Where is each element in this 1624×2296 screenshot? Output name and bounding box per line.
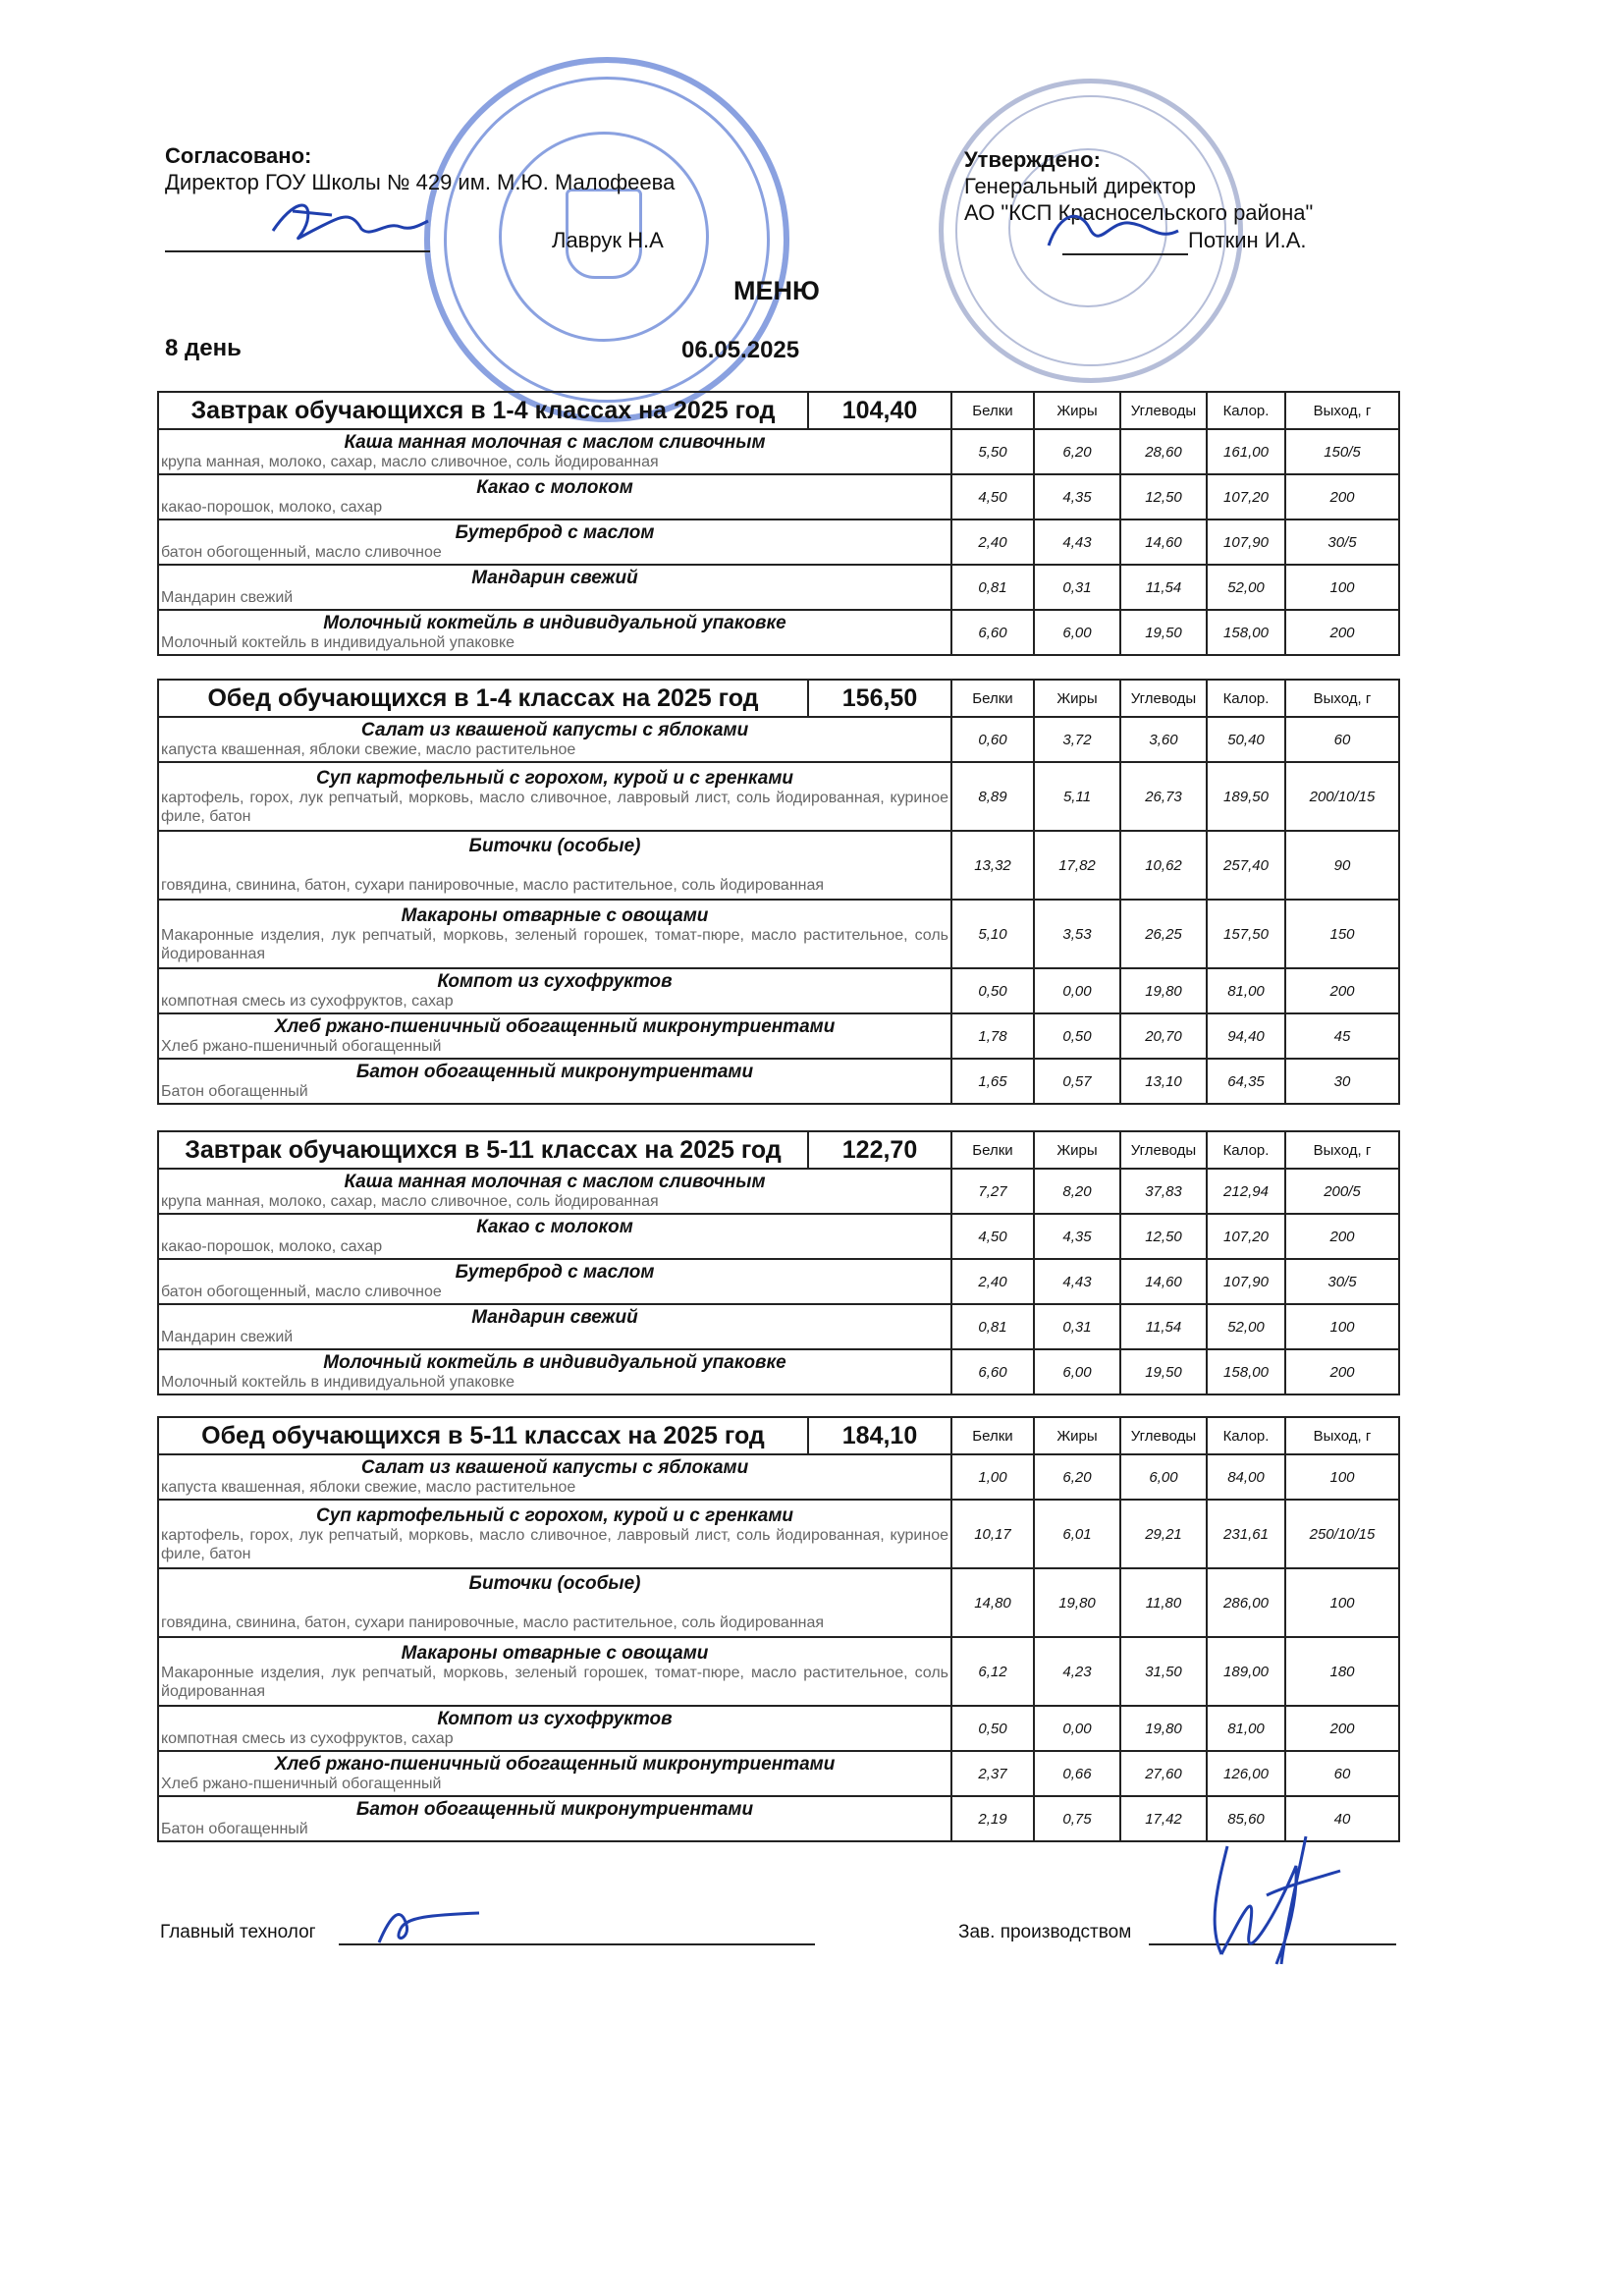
- approval-left-title: Согласовано:: [165, 143, 312, 168]
- cell-proteins: 6,60: [951, 1349, 1034, 1394]
- approval-right-title: Утверждено:: [964, 147, 1101, 172]
- table-row: [158, 1013, 1399, 1059]
- approval-left-position: Директор ГОУ Школы № 429 им. М.Ю. Малофеева: [165, 170, 676, 194]
- menu-date: 06.05.2025: [681, 337, 800, 363]
- cell-proteins: 2,37: [951, 1751, 1034, 1796]
- table-row: [158, 1454, 1399, 1500]
- cell-calories: 85,60: [1207, 1796, 1285, 1841]
- dish-name: Каша манная молочная с маслом сливочным: [344, 432, 766, 453]
- dish-ingredients: Мандарин свежий: [161, 1329, 294, 1345]
- section-title: Обед обучающихся в 1-4 классах на 2025 год: [158, 680, 808, 717]
- dish-name: Батон обогащенный микронутриентами: [355, 1062, 754, 1082]
- dish-name: Какао с молоком: [476, 477, 633, 498]
- cell-fats: 0,00: [1034, 968, 1120, 1013]
- dish-name: Молочный коктейль в индивидуальной упаковке: [323, 613, 786, 633]
- cell-portion: 45: [1285, 1013, 1399, 1059]
- cell-portion: 60: [1285, 717, 1399, 762]
- cell-proteins: 10,17: [951, 1500, 1034, 1568]
- chief-technologist-signature: [371, 1895, 489, 1950]
- table-row: [158, 1706, 1399, 1751]
- cell-carbs: 28,60: [1120, 429, 1207, 474]
- cell-proteins: 14,80: [951, 1568, 1034, 1637]
- cell-carbs: 12,50: [1120, 1214, 1207, 1259]
- section-table: [157, 1130, 1400, 1395]
- dish-ingredients: Хлеб ржано-пшеничный обогащенный: [161, 1776, 442, 1792]
- dish-name: Суп картофельный с горохом, курой и с гренками: [315, 1504, 794, 1526]
- dish-ingredients: Макаронные изделия, лук репчатый, морковь, зеленый горошек, томат-пюре, масло растительное, соль йодированная: [161, 1664, 948, 1700]
- cell-calories: 52,00: [1207, 565, 1285, 610]
- cell-fats: 0,57: [1034, 1059, 1120, 1104]
- table-row: [158, 1349, 1399, 1394]
- cell-calories: 52,00: [1207, 1304, 1285, 1349]
- cell-proteins: 2,40: [951, 1259, 1034, 1304]
- cell-fats: 4,35: [1034, 474, 1120, 519]
- cell-portion: 200/10/15: [1285, 762, 1399, 831]
- dish-ingredients: капуста квашенная, яблоки свежие, масло растительное: [161, 741, 576, 758]
- section-header-row: [158, 392, 1399, 429]
- production-head-label: Зав. производством: [958, 1922, 1132, 1942]
- table-row: [158, 1637, 1399, 1706]
- cell-proteins: 1,78: [951, 1013, 1034, 1059]
- cell-carbs: 12,50: [1120, 474, 1207, 519]
- col-header-carbs: Углеводы: [1120, 1131, 1207, 1169]
- menu-day: 8 день: [165, 335, 242, 361]
- dish-name: Бутерброд с маслом: [455, 1262, 655, 1283]
- cell-calories: 126,00: [1207, 1751, 1285, 1796]
- table-row: [158, 519, 1399, 565]
- section-price: 184,10: [808, 1417, 951, 1454]
- cell-carbs: 37,83: [1120, 1169, 1207, 1214]
- dish-name: Каша манная молочная с маслом сливочным: [344, 1172, 766, 1192]
- cell-calories: 189,50: [1207, 762, 1285, 831]
- cell-proteins: 1,00: [951, 1454, 1034, 1500]
- cell-calories: 81,00: [1207, 968, 1285, 1013]
- cell-proteins: 0,50: [951, 1706, 1034, 1751]
- dish-ingredients: картофель, горох, лук репчатый, морковь, масло сливочное, лавровый лист, соль йодированная, куриное филе, батон: [161, 1526, 948, 1562]
- dish-name: Какао с молоком: [476, 1217, 633, 1237]
- col-header-proteins: Белки: [951, 1417, 1034, 1454]
- dish-ingredients: батон обогощенный, масло сливочное: [161, 544, 442, 561]
- table-row: [158, 1500, 1399, 1568]
- col-header-portion: Выход, г: [1285, 1417, 1399, 1454]
- cell-portion: 200/5: [1285, 1169, 1399, 1214]
- cell-fats: 6,00: [1034, 1349, 1120, 1394]
- cell-carbs: 3,60: [1120, 717, 1207, 762]
- dish-name: Суп картофельный с горохом, курой и с гренками: [315, 767, 794, 789]
- cell-proteins: 0,50: [951, 968, 1034, 1013]
- cell-portion: 30/5: [1285, 1259, 1399, 1304]
- cell-carbs: 29,21: [1120, 1500, 1207, 1568]
- cell-proteins: 0,81: [951, 1304, 1034, 1349]
- dish-ingredients: крупа манная, молоко, сахар, масло сливочное, соль йодированная: [161, 454, 659, 470]
- col-header-calories: Калор.: [1207, 1417, 1285, 1454]
- dish-ingredients: картофель, горох, лук репчатый, морковь, масло сливочное, лавровый лист, соль йодированная, куриное филе, батон: [161, 789, 948, 825]
- dish-ingredients: говядина, свинина, батон, сухари панировочные, масло растительное, соль йодированная: [161, 877, 825, 894]
- cell-fats: 0,31: [1034, 565, 1120, 610]
- table-row: [158, 1169, 1399, 1214]
- cell-proteins: 6,12: [951, 1637, 1034, 1706]
- cell-calories: 64,35: [1207, 1059, 1285, 1104]
- section-table: [157, 679, 1400, 1105]
- dish-ingredients: Мандарин свежий: [161, 589, 294, 606]
- dish-name: Макароны отварные с овощами: [401, 904, 709, 926]
- cell-fats: 6,00: [1034, 610, 1120, 655]
- table-row: [158, 762, 1399, 831]
- table-row: [158, 1304, 1399, 1349]
- cell-carbs: 31,50: [1120, 1637, 1207, 1706]
- cell-proteins: 6,60: [951, 610, 1034, 655]
- dish-name: Мандарин свежий: [471, 1307, 638, 1328]
- dish-name: Макароны отварные с овощами: [401, 1642, 709, 1664]
- cell-carbs: 19,80: [1120, 1706, 1207, 1751]
- cell-fats: 4,43: [1034, 1259, 1120, 1304]
- col-header-fats: Жиры: [1034, 680, 1120, 717]
- approval-right-position: Генеральный директор: [964, 174, 1196, 198]
- cell-fats: 17,82: [1034, 831, 1120, 900]
- cell-fats: 0,31: [1034, 1304, 1120, 1349]
- dish-ingredients: компотная смесь из сухофруктов, сахар: [161, 993, 454, 1010]
- cell-fats: 0,50: [1034, 1013, 1120, 1059]
- cell-carbs: 11,54: [1120, 565, 1207, 610]
- col-header-calories: Калор.: [1207, 1131, 1285, 1169]
- cell-calories: 107,20: [1207, 1214, 1285, 1259]
- cell-calories: 189,00: [1207, 1637, 1285, 1706]
- cell-portion: 200: [1285, 610, 1399, 655]
- cell-portion: 200: [1285, 968, 1399, 1013]
- cell-fats: 0,75: [1034, 1796, 1120, 1841]
- cell-carbs: 11,80: [1120, 1568, 1207, 1637]
- cell-calories: 286,00: [1207, 1568, 1285, 1637]
- cell-fats: 4,35: [1034, 1214, 1120, 1259]
- cell-portion: 100: [1285, 1568, 1399, 1637]
- section-table: [157, 1416, 1400, 1842]
- cell-calories: 158,00: [1207, 610, 1285, 655]
- table-row: [158, 1059, 1399, 1104]
- col-header-carbs: Углеводы: [1120, 392, 1207, 429]
- dish-name: Хлеб ржано-пшеничный обогащенный микронутриентами: [274, 1754, 836, 1775]
- cell-fats: 6,20: [1034, 429, 1120, 474]
- cell-proteins: 4,50: [951, 474, 1034, 519]
- section-header-row: [158, 1417, 1399, 1454]
- section-table: [157, 391, 1400, 656]
- dish-ingredients: какао-порошок, молоко, сахар: [161, 1238, 383, 1255]
- cell-carbs: 10,62: [1120, 831, 1207, 900]
- dish-ingredients: Батон обогащенный: [161, 1821, 308, 1837]
- cell-proteins: 5,50: [951, 429, 1034, 474]
- col-header-carbs: Углеводы: [1120, 1417, 1207, 1454]
- chief-technologist-label: Главный технолог: [160, 1922, 316, 1942]
- cell-proteins: 13,32: [951, 831, 1034, 900]
- approval-right-name: Поткин И.А.: [1188, 228, 1307, 252]
- dish-ingredients: Батон обогащенный: [161, 1083, 308, 1100]
- cell-calories: 161,00: [1207, 429, 1285, 474]
- cell-portion: 100: [1285, 1304, 1399, 1349]
- table-row: [158, 900, 1399, 968]
- dish-name: Мандарин свежий: [471, 568, 638, 588]
- dish-name: Биточки (особые): [468, 836, 641, 856]
- cell-portion: 200: [1285, 1349, 1399, 1394]
- cell-proteins: 2,19: [951, 1796, 1034, 1841]
- cell-calories: 212,94: [1207, 1169, 1285, 1214]
- cell-calories: 157,50: [1207, 900, 1285, 968]
- cell-carbs: 14,60: [1120, 519, 1207, 565]
- cell-carbs: 13,10: [1120, 1059, 1207, 1104]
- cell-portion: 200: [1285, 1706, 1399, 1751]
- col-header-proteins: Белки: [951, 392, 1034, 429]
- section-price: 156,50: [808, 680, 951, 717]
- col-header-carbs: Углеводы: [1120, 680, 1207, 717]
- cell-carbs: 26,73: [1120, 762, 1207, 831]
- cell-carbs: 26,25: [1120, 900, 1207, 968]
- dish-name: Бутерброд с маслом: [455, 522, 655, 543]
- cell-proteins: 4,50: [951, 1214, 1034, 1259]
- dish-ingredients: крупа манная, молоко, сахар, масло сливочное, соль йодированная: [161, 1193, 659, 1210]
- cell-portion: 30: [1285, 1059, 1399, 1104]
- cell-portion: 100: [1285, 1454, 1399, 1500]
- col-header-portion: Выход, г: [1285, 680, 1399, 717]
- approval-left-name: Лаврук Н.А: [552, 228, 664, 252]
- cell-fats: 0,00: [1034, 1706, 1120, 1751]
- cell-proteins: 1,65: [951, 1059, 1034, 1104]
- cell-calories: 257,40: [1207, 831, 1285, 900]
- table-row: [158, 1751, 1399, 1796]
- dish-ingredients: какао-порошок, молоко, сахар: [161, 499, 383, 516]
- dish-name: Хлеб ржано-пшеничный обогащенный микронутриентами: [274, 1016, 836, 1037]
- table-row: [158, 1568, 1399, 1637]
- cell-portion: 150/5: [1285, 429, 1399, 474]
- cell-proteins: 5,10: [951, 900, 1034, 968]
- left-signature-line: [165, 250, 430, 252]
- dish-ingredients: компотная смесь из сухофруктов, сахар: [161, 1730, 454, 1747]
- cell-calories: 231,61: [1207, 1500, 1285, 1568]
- cell-calories: 158,00: [1207, 1349, 1285, 1394]
- cell-fats: 3,72: [1034, 717, 1120, 762]
- approval-right-org: АО "КСП Красносельского района": [964, 200, 1314, 225]
- cell-carbs: 17,42: [1120, 1796, 1207, 1841]
- dish-name: Батон обогащенный микронутриентами: [355, 1799, 754, 1820]
- cell-carbs: 27,60: [1120, 1751, 1207, 1796]
- cell-calories: 84,00: [1207, 1454, 1285, 1500]
- cell-fats: 19,80: [1034, 1568, 1120, 1637]
- director-signature: [263, 191, 430, 250]
- col-header-calories: Калор.: [1207, 680, 1285, 717]
- table-row: [158, 610, 1399, 655]
- section-title: Завтрак обучающихся в 5-11 классах на 2025 год: [158, 1131, 808, 1169]
- table-row: [158, 968, 1399, 1013]
- section-price: 104,40: [808, 392, 951, 429]
- cell-calories: 50,40: [1207, 717, 1285, 762]
- cell-fats: 5,11: [1034, 762, 1120, 831]
- cell-fats: 4,23: [1034, 1637, 1120, 1706]
- cell-portion: 30/5: [1285, 519, 1399, 565]
- table-row: [158, 565, 1399, 610]
- cell-fats: 8,20: [1034, 1169, 1120, 1214]
- table-row: [158, 831, 1399, 900]
- cell-portion: 200: [1285, 474, 1399, 519]
- dish-name: Салат из квашеной капусты с яблоками: [360, 720, 749, 740]
- cell-proteins: 0,60: [951, 717, 1034, 762]
- dish-name: Компот из сухофруктов: [437, 971, 673, 992]
- cell-portion: 200: [1285, 1214, 1399, 1259]
- dish-name: Компот из сухофруктов: [437, 1709, 673, 1729]
- cell-fats: 0,66: [1034, 1751, 1120, 1796]
- cell-portion: 40: [1285, 1796, 1399, 1841]
- cell-portion: 100: [1285, 565, 1399, 610]
- col-header-fats: Жиры: [1034, 392, 1120, 429]
- production-head-signature: [1188, 1827, 1345, 1974]
- cell-portion: 180: [1285, 1637, 1399, 1706]
- table-row: [158, 429, 1399, 474]
- cell-fats: 6,01: [1034, 1500, 1120, 1568]
- cell-carbs: 19,50: [1120, 610, 1207, 655]
- cell-calories: 107,90: [1207, 519, 1285, 565]
- col-header-proteins: Белки: [951, 680, 1034, 717]
- cell-carbs: 19,50: [1120, 1349, 1207, 1394]
- cell-portion: 250/10/15: [1285, 1500, 1399, 1568]
- cell-carbs: 6,00: [1120, 1454, 1207, 1500]
- dish-ingredients: Молочный коктейль в индивидуальной упаковке: [161, 634, 515, 651]
- col-header-portion: Выход, г: [1285, 392, 1399, 429]
- cell-carbs: 11,54: [1120, 1304, 1207, 1349]
- cell-calories: 94,40: [1207, 1013, 1285, 1059]
- cell-fats: 3,53: [1034, 900, 1120, 968]
- dish-name: Молочный коктейль в индивидуальной упаковке: [323, 1352, 786, 1373]
- section-header-row: [158, 1131, 1399, 1169]
- dish-ingredients: Хлеб ржано-пшеничный обогащенный: [161, 1038, 442, 1055]
- table-row: [158, 1214, 1399, 1259]
- col-header-proteins: Белки: [951, 1131, 1034, 1169]
- cell-proteins: 2,40: [951, 519, 1034, 565]
- cell-carbs: 14,60: [1120, 1259, 1207, 1304]
- col-header-fats: Жиры: [1034, 1417, 1120, 1454]
- cell-fats: 6,20: [1034, 1454, 1120, 1500]
- cell-portion: 90: [1285, 831, 1399, 900]
- director-general-signature: [1041, 201, 1188, 260]
- section-title: Завтрак обучающихся в 1-4 классах на 2025 год: [158, 392, 808, 429]
- cell-portion: 60: [1285, 1751, 1399, 1796]
- cell-fats: 4,43: [1034, 519, 1120, 565]
- dish-name: Салат из квашеной капусты с яблоками: [360, 1457, 749, 1478]
- section-title: Обед обучающихся в 5-11 классах на 2025 год: [158, 1417, 808, 1454]
- cell-carbs: 20,70: [1120, 1013, 1207, 1059]
- section-header-row: [158, 680, 1399, 717]
- cell-portion: 150: [1285, 900, 1399, 968]
- col-header-portion: Выход, г: [1285, 1131, 1399, 1169]
- table-row: [158, 717, 1399, 762]
- menu-title: МЕНЮ: [733, 276, 820, 305]
- dish-ingredients: говядина, свинина, батон, сухари панировочные, масло растительное, соль йодированная: [161, 1614, 825, 1631]
- cell-calories: 107,90: [1207, 1259, 1285, 1304]
- cell-carbs: 19,80: [1120, 968, 1207, 1013]
- col-header-calories: Калор.: [1207, 392, 1285, 429]
- dish-ingredients: капуста квашенная, яблоки свежие, масло растительное: [161, 1479, 576, 1496]
- cell-proteins: 8,89: [951, 762, 1034, 831]
- cell-calories: 107,20: [1207, 474, 1285, 519]
- section-price: 122,70: [808, 1131, 951, 1169]
- dish-ingredients: Молочный коктейль в индивидуальной упаковке: [161, 1374, 515, 1391]
- cell-proteins: 7,27: [951, 1169, 1034, 1214]
- dish-ingredients: Макаронные изделия, лук репчатый, морковь, зеленый горошек, томат-пюре, масло растительное, соль йодированная: [161, 926, 948, 962]
- dish-ingredients: батон обогощенный, масло сливочное: [161, 1284, 442, 1300]
- dish-name: Биточки (особые): [468, 1573, 641, 1594]
- col-header-fats: Жиры: [1034, 1131, 1120, 1169]
- table-row: [158, 1259, 1399, 1304]
- cell-calories: 81,00: [1207, 1706, 1285, 1751]
- cell-proteins: 0,81: [951, 565, 1034, 610]
- table-row: [158, 474, 1399, 519]
